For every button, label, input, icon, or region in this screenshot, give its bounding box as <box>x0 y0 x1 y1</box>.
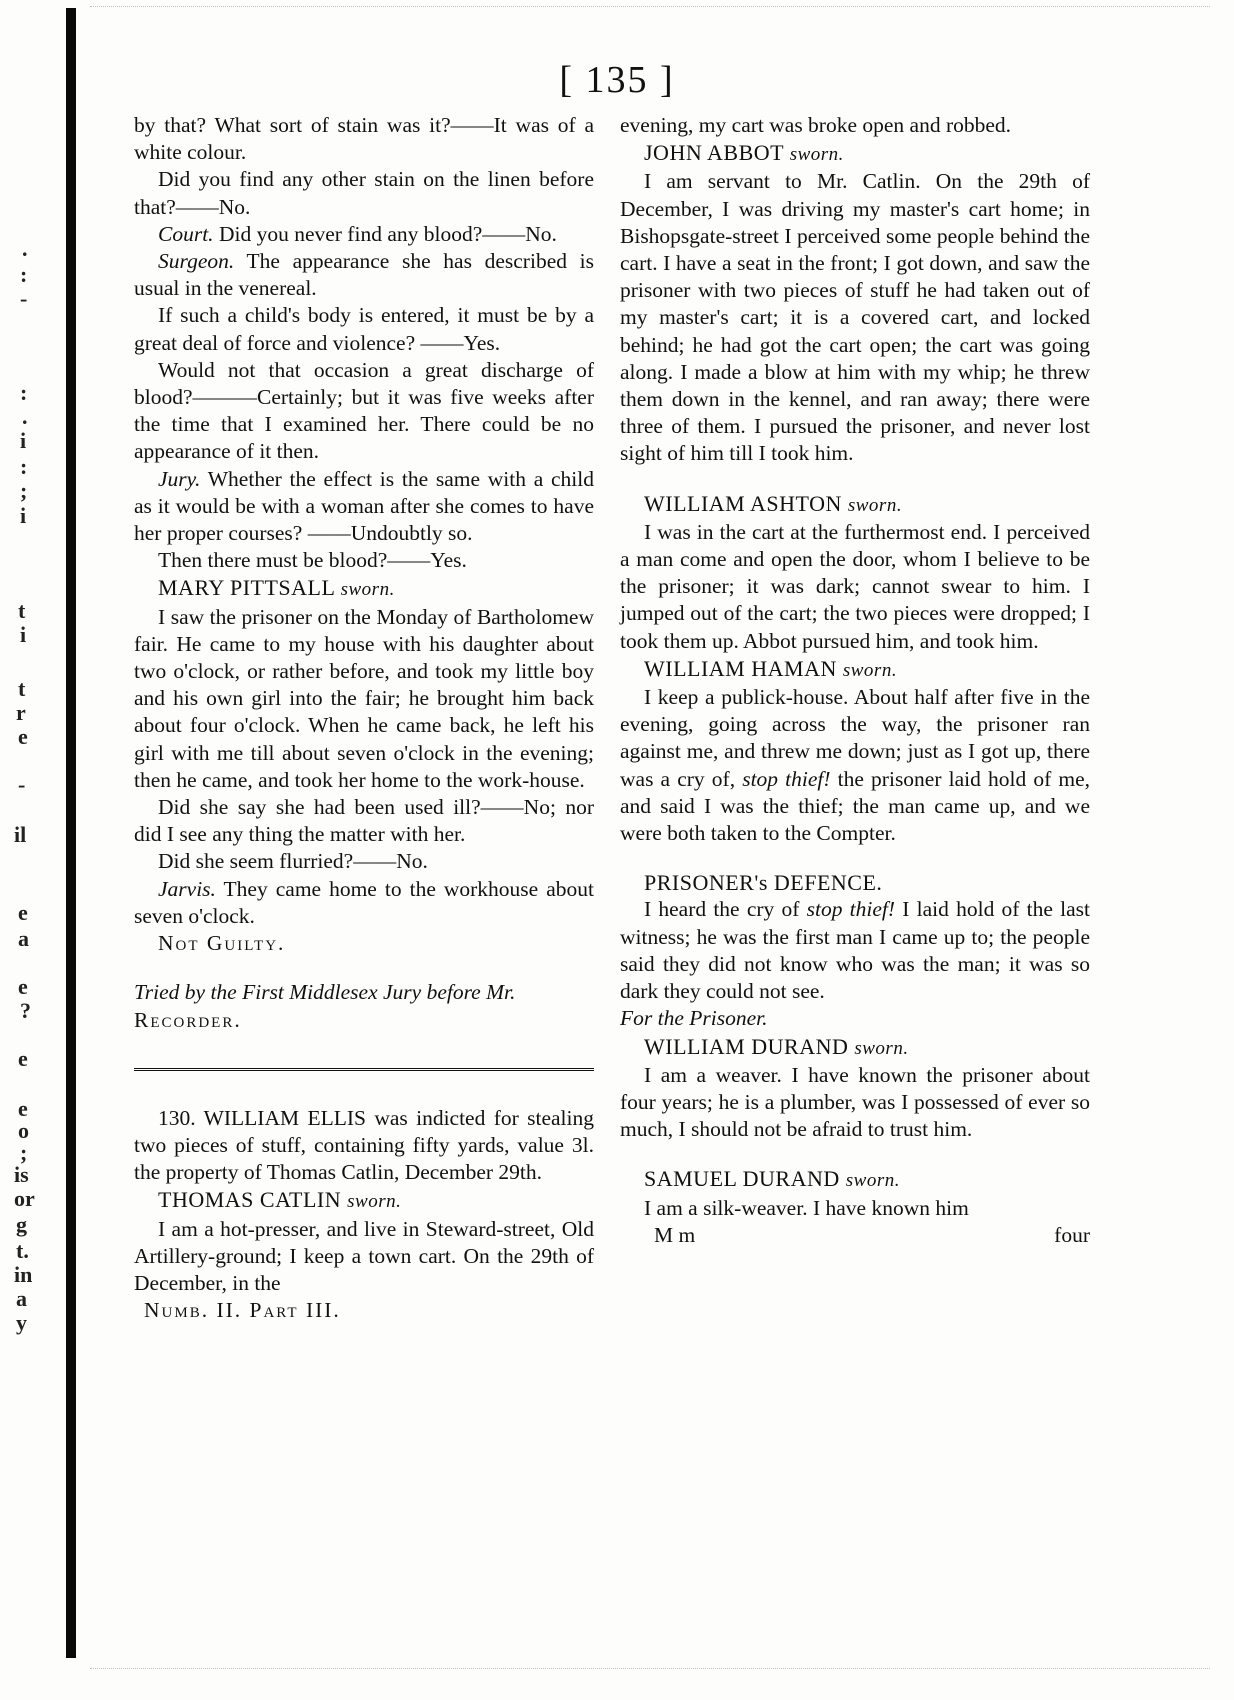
margin-fragment: e <box>18 900 28 925</box>
margin-fragment: : <box>20 454 28 479</box>
paragraph-text: Did you never find any blood?——No. <box>213 221 557 246</box>
paragraph-text: I laid hold of the last witness; he was the first man I came up to; the people said they did not know who was the man; it was so dark they could not see. <box>620 897 1090 1004</box>
margin-fragment: ; <box>20 1140 28 1165</box>
witness-heading <box>620 1165 1090 1194</box>
for-prisoner-text: For the Prisoner. <box>620 1006 768 1031</box>
speaker-label: Jury. <box>158 466 201 491</box>
paragraph: I am a silk-weaver. I have known him <box>644 1195 969 1220</box>
witness-heading <box>134 1186 594 1215</box>
jury-note <box>134 979 594 1006</box>
paragraph <box>134 466 594 548</box>
speaker-label: Court. <box>158 221 214 246</box>
paragraph: Did she seem flurried?——No. <box>158 849 428 874</box>
paragraph: Did you find any other stain on the linen before that?——No. <box>134 167 594 219</box>
page-number: [ 135 ] <box>559 59 675 101</box>
margin-fragment: i <box>20 428 27 453</box>
sworn-label: sworn. <box>854 1037 909 1059</box>
witness-name: SAMUEL DURAND <box>644 1166 840 1192</box>
paragraph <box>134 248 594 302</box>
section-rule <box>134 1068 594 1069</box>
paragraph: Then there must be blood?——Yes. <box>158 548 467 573</box>
bottom-edge-specks <box>90 1668 1210 1671</box>
paragraph <box>134 876 594 930</box>
margin-fragment: . <box>22 404 28 429</box>
verdict: Not Guilty. <box>158 931 286 956</box>
sworn-label: sworn. <box>340 579 395 601</box>
paragraph: evening, my cart was broke open and robbed. <box>620 113 1012 137</box>
speaker-label: Jarvis. <box>158 876 216 901</box>
witness-heading <box>620 655 1090 684</box>
margin-fragment: ? <box>20 998 31 1023</box>
sworn-label: sworn. <box>347 1191 402 1213</box>
sworn-label: sworn. <box>842 659 898 681</box>
witness-heading <box>620 1033 1090 1062</box>
defence-heading: PRISONER's DEFENCE. <box>644 870 883 896</box>
witness-name: MARY PITTSALL <box>158 575 335 601</box>
paragraph: If such a child's body is entered, it must be by a great deal of force and violence? ——Yes. <box>134 303 594 355</box>
margin-fragment: r <box>16 700 26 725</box>
paragraph <box>134 221 594 248</box>
witness-heading <box>134 574 594 603</box>
paragraph-text: They came home to the workhouse about seven o'clock. <box>134 876 594 928</box>
right-column <box>620 112 1090 1249</box>
margin-fragment: t <box>18 676 26 701</box>
paragraph <box>620 896 1090 1005</box>
left-column <box>134 112 594 1324</box>
left-margin-fragments <box>0 0 60 1700</box>
margin-fragment: t <box>18 598 26 623</box>
margin-fragment: e <box>18 974 28 999</box>
paragraph: I am a weaver. I have known the prisoner about four years; he is a plumber, was I possessed of ever so much, I should not be afraid to trust him. <box>620 1062 1090 1142</box>
margin-fragment: y <box>16 1310 27 1335</box>
margin-fragment: il <box>14 822 27 847</box>
signature-line <box>620 1222 1090 1249</box>
paragraph-text: I keep a publick-house. About half after five in the evening, going across the way, the prisoner ran against me, and threw me down; just as I got up, there was a cry of, <box>620 685 1090 791</box>
paragraph-text: I heard the cry of <box>644 897 807 922</box>
stop-thief-italic: stop thief! <box>806 897 896 922</box>
paragraph <box>620 684 1090 847</box>
paragraph: I am servant to Mr. Catlin. On the 29th of December, I was driving my master's cart home; in Bishopsgate-street I perceived some people behind the cart. I have a seat in the front; I got down, and saw the prisoner with two pieces of stuff he had taken out of my master's cart; it is a covered cart, and locked behind; he had got the cart open; the cart was going along. I made a blow at him with my whip; he threw them down in the kennel, and ran away; there were three of them. I pursued the prisoner, and never lost sight of him till I took him. <box>620 169 1090 466</box>
margin-fragment: i <box>20 503 27 528</box>
speaker-label: Surgeon. <box>158 249 235 274</box>
binding-gutter <box>66 8 76 1658</box>
for-prisoner-label <box>620 1005 1090 1032</box>
section-rule <box>134 1070 594 1071</box>
margin-fragment: in <box>14 1262 33 1287</box>
paragraph: I was in the cart at the furthermost end. I perceived a man come and open the door, whom I believe to be the prisoner; it was dark; cannot swear to him. I jumped out of the cart; the two pieces were dropped; I took them up. Abbot pursued him, and took him. <box>620 519 1090 653</box>
margin-fragment: e <box>18 1046 28 1071</box>
margin-fragment: e <box>18 1096 28 1121</box>
margin-fragment: is <box>14 1162 29 1187</box>
witness-name: THOMAS CATLIN <box>158 1187 342 1213</box>
paragraph-text: The appearance she has described is usual in the venereal. <box>134 249 594 301</box>
margin-fragment: e <box>18 724 28 749</box>
margin-fragment: : <box>20 380 28 405</box>
signature-mark: M m <box>654 1222 696 1247</box>
part-footer: Numb. II. Part III. <box>144 1298 341 1323</box>
paragraph: I saw the prisoner on the Monday of Bartholomew fair. He came to my house with his daughter about two o'clock, or rather before, and took my little boy and his own girl into the fair; he brought him back about four o'clock. When he came back, he left his girl with me till about seven o'clock in the evening; then he came, and took her home to the work-house. <box>134 604 594 792</box>
top-edge-specks <box>90 6 1210 9</box>
margin-fragment: g <box>16 1212 27 1237</box>
margin-fragment: or <box>14 1186 35 1211</box>
paragraph-text: Whether the effect is the same with a child as it would be with a woman after she comes to have her proper courses? ——Undoubtly so. <box>134 466 594 546</box>
margin-fragment: i <box>20 622 27 647</box>
witness-name: WILLIAM HAMAN <box>644 655 837 681</box>
witness-name: WILLIAM ASHTON <box>644 490 842 516</box>
sworn-label: sworn. <box>847 494 903 516</box>
margin-fragment: o <box>18 1118 29 1143</box>
paragraph: Would not that occasion a great discharge of blood?———Certainly; but it was five weeks after the time that I examined her. There could be no appearance of it then. <box>134 357 594 464</box>
margin-fragment: . <box>22 236 28 261</box>
sworn-label: sworn. <box>845 1170 900 1192</box>
paragraph: I am a hot-presser, and live in Steward-street, Old Artillery-ground; I keep a town cart. On the 29th of December, in the <box>134 1216 594 1295</box>
margin-fragment: a <box>16 1286 27 1311</box>
witness-heading <box>620 490 1090 519</box>
margin-fragment: : <box>20 262 28 287</box>
paragraph: Did she say she had been used ill?——No; nor did I see any thing the matter with her. <box>134 795 594 847</box>
paragraph-text: the prisoner laid hold of me, and said I was the thief; the man came up, and we were both taken to the Compter. <box>620 766 1091 846</box>
sworn-label: sworn. <box>789 144 844 166</box>
indictment-paragraph: 130. WILLIAM ELLIS was indicted for stealing two pieces of stuff, containing fifty yards, value 3l. the property of Thomas Catlin, December 29th. <box>134 1105 594 1185</box>
jury-note-line: Tried by the First Middlesex Jury before Mr. <box>134 980 516 1005</box>
margin-fragment: - <box>20 286 28 311</box>
margin-fragment: ; <box>20 478 28 503</box>
witness-heading <box>620 139 1090 168</box>
stop-thief-italic: stop thief! <box>742 766 831 791</box>
paragraph: by that? What sort of stain was it?——It was of a white colour. <box>134 113 594 165</box>
catchword: four <box>1054 1222 1090 1247</box>
jury-note-recorder: Recorder. <box>134 1007 242 1032</box>
margin-fragment: a <box>18 926 29 951</box>
witness-name: WILLIAM DURAND <box>644 1033 849 1059</box>
margin-fragment: - <box>18 772 26 797</box>
margin-fragment: t. <box>16 1238 29 1263</box>
witness-name: JOHN ABBOT <box>644 140 784 166</box>
signature-line <box>134 1297 594 1324</box>
